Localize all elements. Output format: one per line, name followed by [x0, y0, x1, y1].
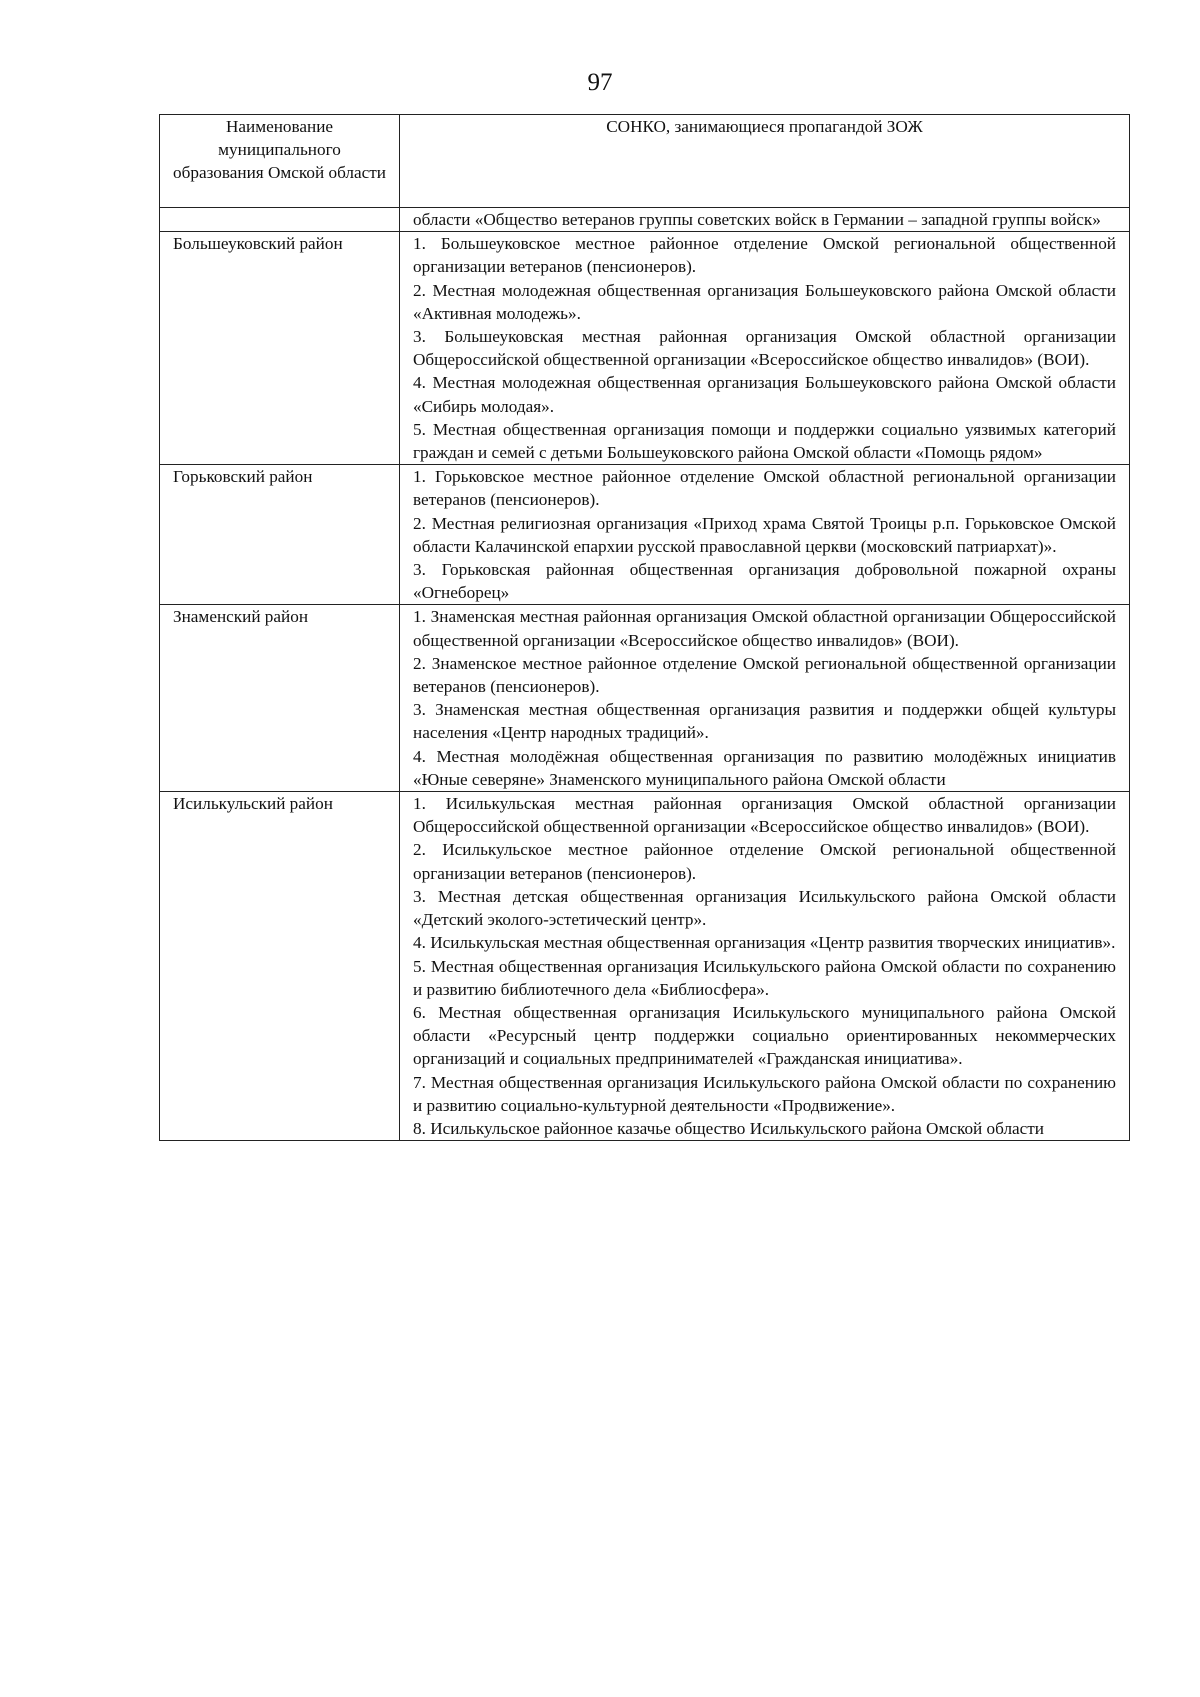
continuation-text: области «Общество ветеранов группы советских войск в Германии – западной группы войск»: [400, 208, 1130, 232]
org-item: 3. Местная детская общественная организация Исилькульского района Омской области «Детский эколого-эстетический центр».: [413, 886, 1116, 930]
header-organizations: СОНКО, занимающиеся пропагандой ЗОЖ: [400, 115, 1130, 208]
district-name-empty: [160, 208, 400, 232]
org-item: 1. Большеуковское местное районное отделение Омской региональной общественной организации ветеранов (пенсионеров).: [413, 234, 1116, 277]
org-item: 8. Исилькульское районное казачье общество Исилькульского района Омской области: [413, 1118, 1044, 1138]
district-orgs: [400, 792, 1130, 1141]
sonko-table: [159, 114, 1130, 1141]
org-item: 3. Знаменская местная общественная организация развития и поддержки общей культуры населения «Центр народных традиций».: [413, 700, 1116, 743]
header-municipality: Наименование муниципального образования Омской области: [160, 115, 400, 208]
org-item: 1. Горьковское местное районное отделение Омской областной региональной организации ветеранов (пенсионеров).: [413, 467, 1116, 510]
org-item: 7. Местная общественная организация Исилькульского района Омской области по сохранению и развитию социально-культурной деятельности «Продвижение».: [413, 1072, 1116, 1115]
table-row-district: [160, 605, 1130, 792]
org-item: 5. Местная общественная организация Исилькульского района Омской области по сохранению и развитию библиотечного дела «Библиосфера».: [413, 956, 1116, 999]
district-orgs: [400, 232, 1130, 465]
table-row-district: [160, 465, 1130, 605]
org-item: 5. Местная общественная организация помощи и поддержки социально уязвимых категорий граждан и семей с детьми Большеуковского района Омской области «Помощь рядом»: [413, 419, 1116, 463]
table-row-district: [160, 232, 1130, 465]
org-item: 2. Исилькульское местное районное отделение Омской региональной общественной организации ветеранов (пенсионеров).: [413, 840, 1116, 883]
page-number: 97: [587, 69, 613, 96]
org-item: 4. Местная молодежная общественная организация Большеуковского района Омской области «Сибирь молодая».: [413, 373, 1116, 416]
district-name: Знаменский район: [160, 605, 400, 792]
district-orgs: [400, 605, 1130, 792]
district-orgs: [400, 465, 1130, 605]
org-item: 4. Местная молодёжная общественная организация по развитию молодёжных инициатив «Юные северяне» Знаменского муниципального района Омской области: [413, 746, 1116, 789]
org-item: 1. Исилькульская местная районная организация Омской областной организации Общероссийской общественной организации «Всероссийское общество инвалидов» (ВОИ).: [413, 794, 1116, 837]
org-item: 1. Знаменская местная районная организация Омской областной организации Общероссийской общественной организации «Всероссийское общество инвалидов» (ВОИ).: [413, 607, 1116, 650]
org-item: 2. Местная религиозная организация «Приход храма Святой Троицы р.п. Горьковское Омской области Калачинской епархии русской православной церкви (московский патриархат)».: [413, 513, 1116, 556]
table-header-row: [160, 115, 1130, 208]
district-name: Большеуковский район: [160, 232, 400, 465]
org-item: 4. Исилькульская местная общественная организация «Центр развития творческих инициатив».: [413, 933, 1116, 953]
table-row-continuation: [160, 208, 1130, 232]
org-item: 3. Большеуковская местная районная организация Омской областной организации Общероссийской общественной организации «Всероссийское общество инвалидов» (ВОИ).: [413, 327, 1116, 370]
org-item: 2. Местная молодежная общественная организация Большеуковского района Омской области «Активная молодежь».: [413, 280, 1116, 323]
district-name: Исилькульский район: [160, 792, 400, 1141]
table-row-district: [160, 792, 1130, 1141]
district-name: Горьковский район: [160, 465, 400, 605]
org-item: 2. Знаменское местное районное отделение Омской региональной общественной организации ветеранов (пенсионеров).: [413, 653, 1116, 697]
org-item: 6. Местная общественная организация Исилькульского муниципального района Омской области «Ресурсный центр поддержки социально ориентированных некоммерческих организаций и социальных предпринимателей «Гражданская инициатива».: [413, 1002, 1116, 1069]
org-item: 3. Горьковская районная общественная организация добровольной пожарной охраны «Огнеборец»: [413, 560, 1116, 603]
